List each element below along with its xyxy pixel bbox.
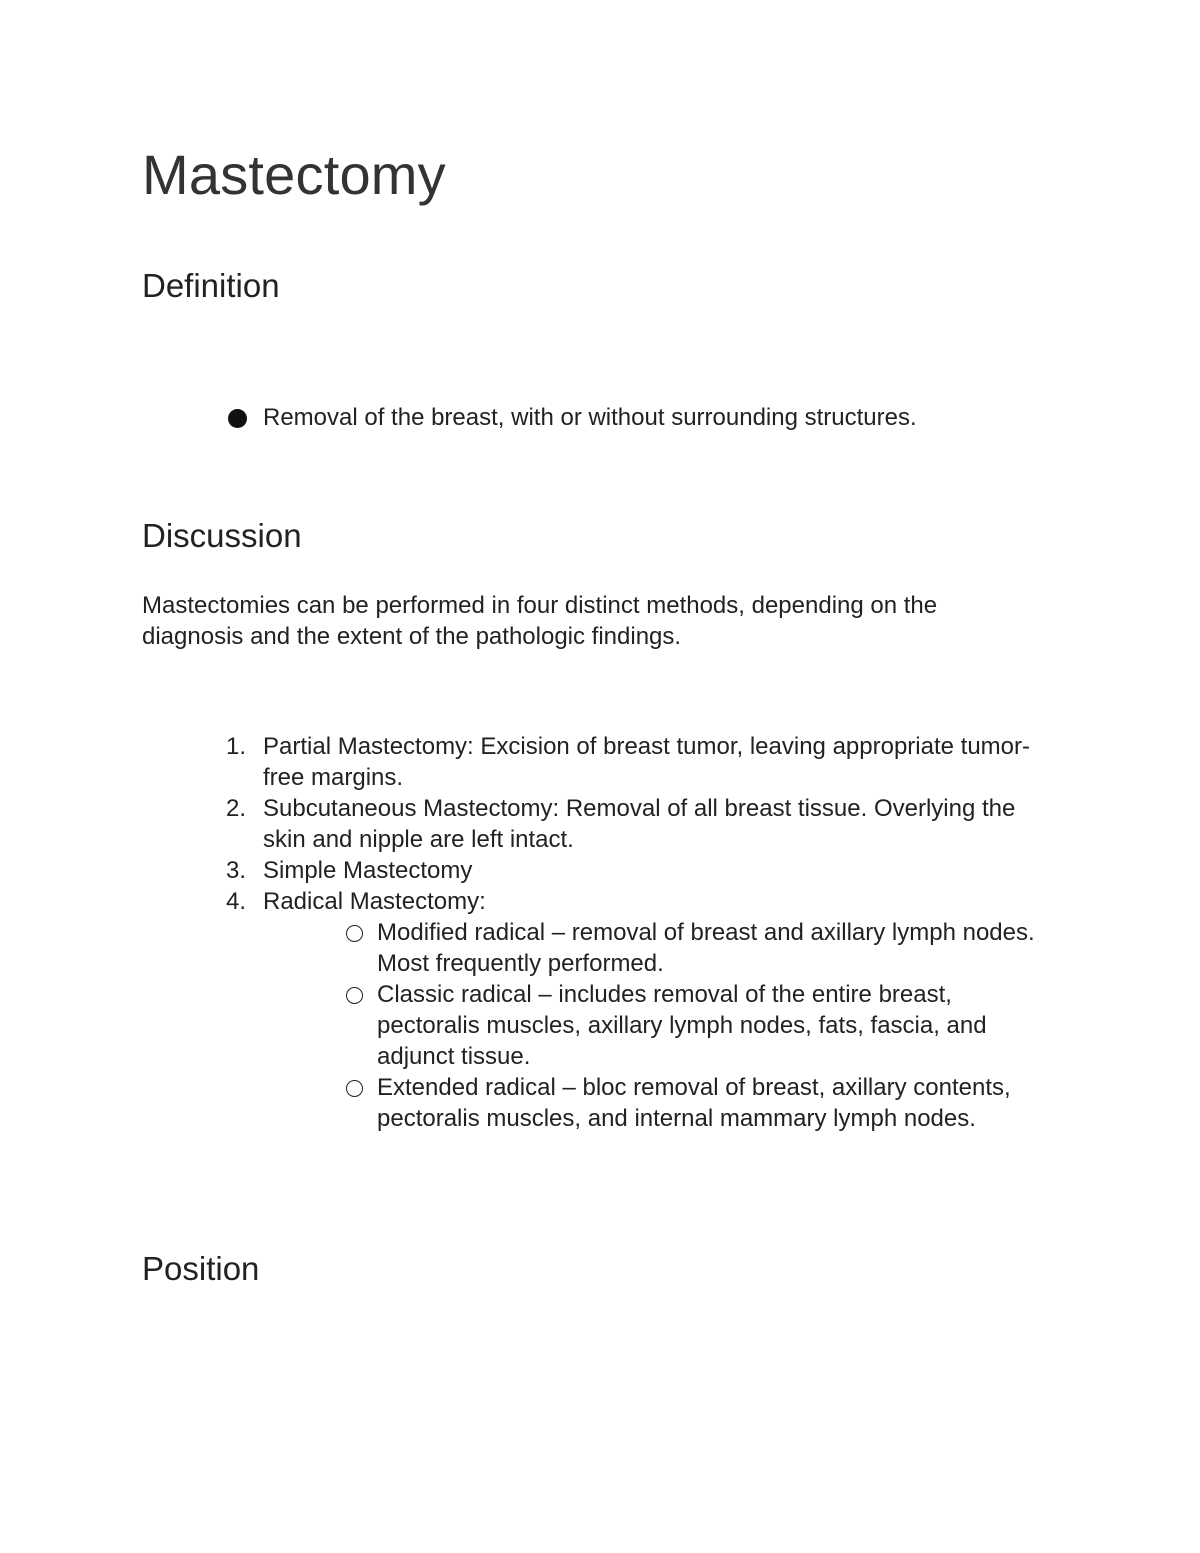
list-item xyxy=(226,731,1086,793)
radical-types-list xyxy=(346,917,1066,1134)
sub-list-item-text: Extended radical – bloc removal of breast, axillary contents, pectoralis muscles, and internal mammary lymph nodes. xyxy=(377,1074,1011,1132)
sub-list-item-text: Modified radical – removal of breast and axillary lymph nodes. Most frequently performed. xyxy=(377,919,1035,977)
list-item-text: Simple Mastectomy xyxy=(263,857,473,884)
definition-bullet-text: Removal of the breast, with or without surrounding structures. xyxy=(263,404,917,431)
sub-list-item xyxy=(346,917,1066,979)
document-title: Mastectomy xyxy=(142,143,446,206)
sub-list-item xyxy=(346,979,1066,1072)
definition-heading: Definition xyxy=(142,267,280,304)
filled-bullet-icon xyxy=(228,409,247,428)
list-item-number: 4. xyxy=(226,888,247,915)
list-item xyxy=(226,793,1086,855)
discussion-heading: Discussion xyxy=(142,517,302,554)
radical-types-container xyxy=(226,917,1086,1134)
list-item-number: 2. xyxy=(226,795,247,822)
list-item-number: 1. xyxy=(226,733,247,760)
list-item xyxy=(226,886,1086,917)
hollow-bullet-icon xyxy=(346,925,363,942)
list-item-text: Radical Mastectomy: xyxy=(263,888,486,915)
sub-list-item xyxy=(346,1072,1066,1134)
list-item-number: 3. xyxy=(226,857,247,884)
list-item-text: Subcutaneous Mastectomy: Removal of all breast tissue. Overlying the skin and nipple are left intact. xyxy=(263,795,1016,853)
list-item-text: Partial Mastectomy: Excision of breast tumor, leaving appropriate tumor-free margins. xyxy=(263,733,1030,791)
mastectomy-methods-list xyxy=(226,731,1086,1134)
hollow-bullet-icon xyxy=(346,987,363,1004)
sub-list-item-text: Classic radical – includes removal of the entire breast, pectoralis muscles, axillary lymph nodes, fats, fascia, and adjunct tissue. xyxy=(377,981,987,1070)
position-heading: Position xyxy=(142,1250,260,1287)
definition-bullet-item xyxy=(228,402,1088,433)
discussion-paragraph: Mastectomies can be performed in four distinct methods, depending on the diagnosis and the extent of the pathologic findings. xyxy=(142,592,938,650)
list-item xyxy=(226,855,1086,886)
hollow-bullet-icon xyxy=(346,1080,363,1097)
